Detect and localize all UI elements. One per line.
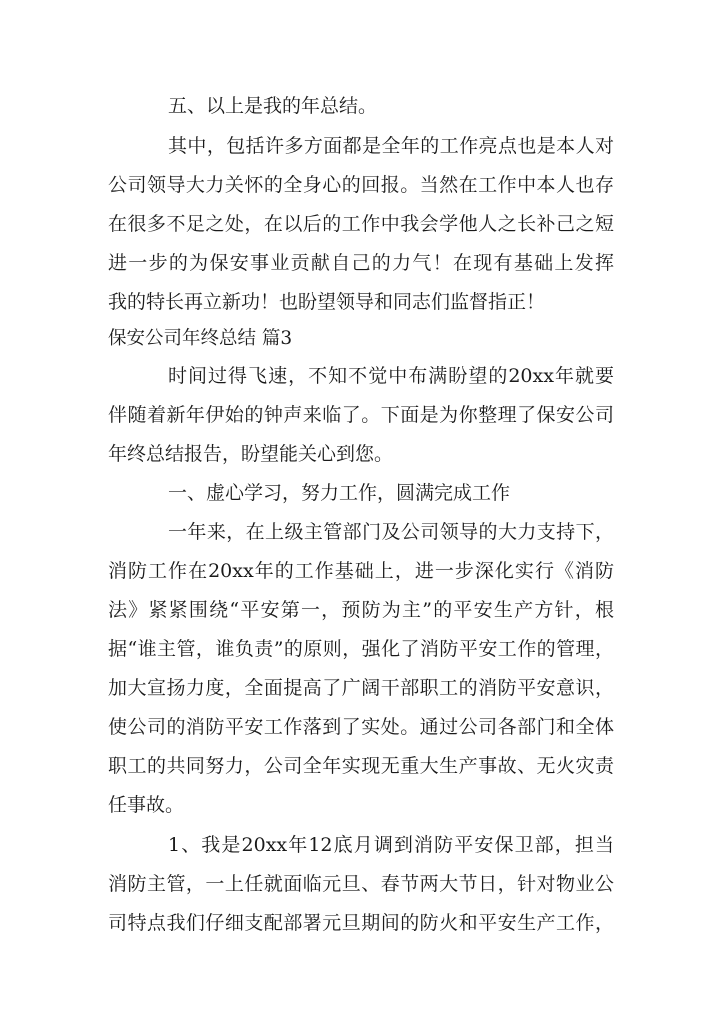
paragraph-line: 消防工作在20xx年的工作基础上，进一步深化实行《消防 (108, 560, 614, 582)
paragraph-line: 1、我是20xx年12底月调到消防平安保卫部，担当 (168, 834, 614, 856)
paragraph-line: 司特点我们仔细支配部署元旦期间的防火和平安生产工作， (108, 912, 614, 934)
paragraph-line: 消防主管，一上任就面临元旦、春节两大节日，针对物业公 (108, 873, 614, 895)
paragraph-line: 我的特长再立新功！也盼望领导和同志们监督指正！ (108, 291, 546, 313)
paragraph-line: 进一步的为保安事业贡献自己的力气！在现有基础上发挥 (108, 252, 614, 274)
paragraph-line: 年终总结报告，盼望能关心到您。 (108, 443, 394, 465)
section-heading: 保安公司年终总结 篇3 (108, 328, 293, 349)
paragraph-line: 任事故。 (108, 794, 185, 816)
paragraph-line: 据“谁主管，谁负责”的原则，强化了消防平安工作的管理， (108, 638, 614, 660)
paragraph-line: 使公司的消防平安工作落到了实处。通过公司各部门和全体 (108, 716, 614, 738)
paragraph-line: 五、以上是我的年总结。 (168, 95, 378, 117)
paragraph-line: 伴随着新年伊始的钟声来临了。下面是为你整理了保安公司 (108, 404, 614, 426)
paragraph-line: 时间过得飞速，不知不觉中布满盼望的20xx年就要 (168, 365, 614, 387)
paragraph-line: 其中，包括许多方面都是全年的工作亮点也是本人对 (168, 135, 614, 157)
paragraph-line: 加大宣扬力度，全面提高了广阔干部职工的消防平安意识， (108, 677, 614, 699)
paragraph-line: 公司领导大力关怀的全身心的回报。当然在工作中本人也存 (108, 174, 614, 196)
paragraph-line: 法》紧紧围绕“平安第一，预防为主”的平安生产方针，根 (108, 599, 614, 621)
paragraph-line: 在很多不足之处，在以后的工作中我会学他人之长补己之短 (108, 213, 614, 235)
paragraph-line: 一年来，在上级主管部门及公司领导的大力支持下， (168, 521, 614, 543)
subsection-heading: 一、虚心学习，努力工作，圆满完成工作 (168, 482, 511, 504)
paragraph-line: 职工的共同努力，公司全年实现无重大生产事故、无火灾责 (108, 755, 614, 777)
